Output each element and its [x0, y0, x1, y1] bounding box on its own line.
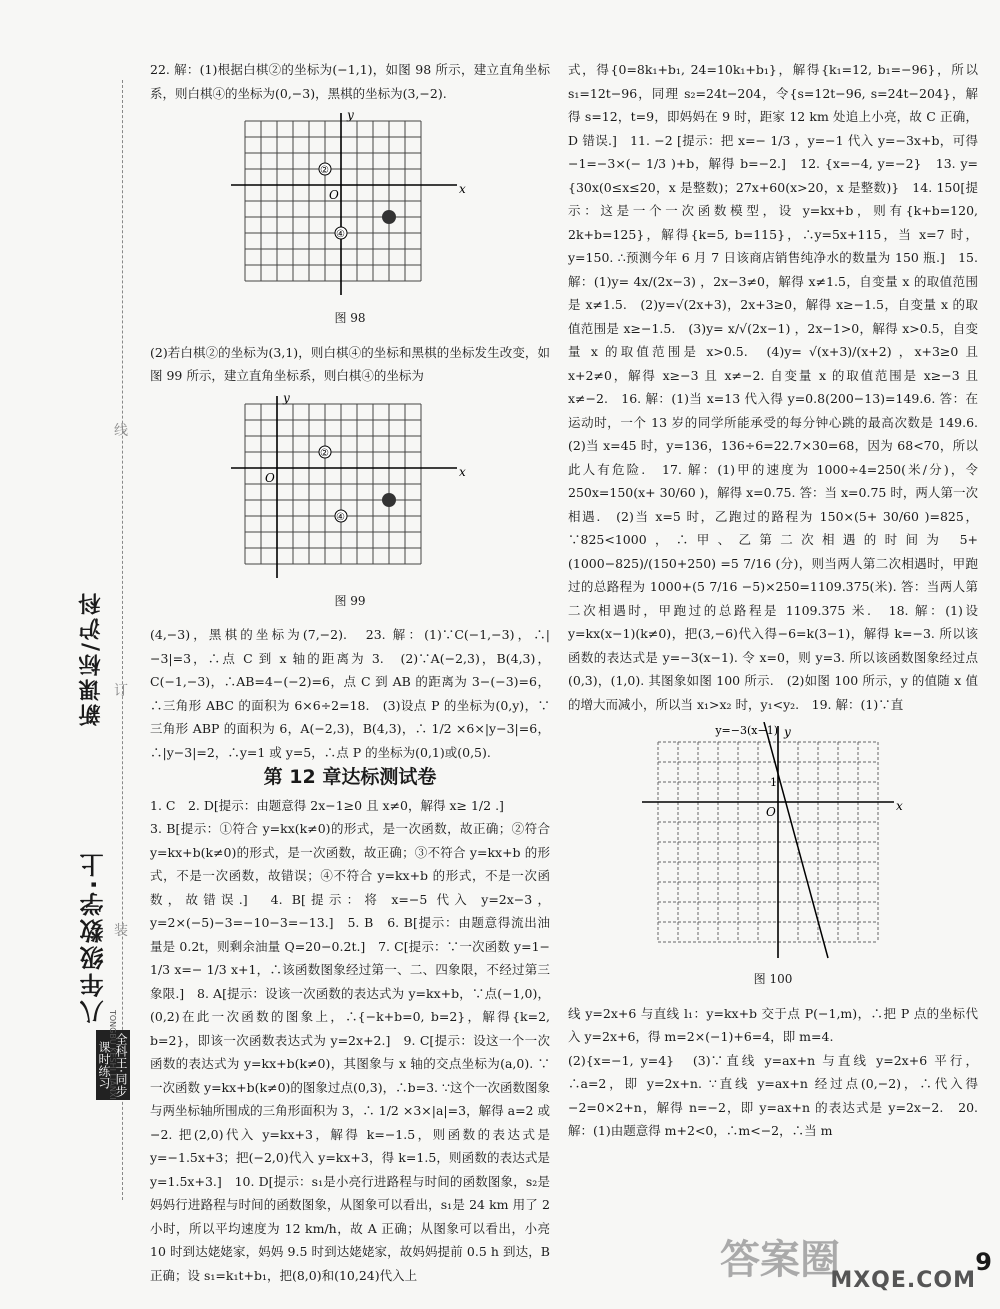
figure-99-caption: 图 99 — [334, 593, 366, 608]
figure-99 — [150, 394, 550, 614]
answers-19-20: (2){x=−1, y=4} (3)∵直线 y=ax+n 与直线 y=2x+6 平行，∴a=2，即 y=2x+n. ∵直线 y=ax+n 经过点(0,−2)，∴代入得−2=0×2+n，解得 n=−2，即 y=ax+n 的表达式是 y=2x−2. 20. 解：(1)由题意得 m+2<0，∴m<−2，∴当 m — [568, 1052, 982, 1138]
graph-figure-100 — [638, 722, 908, 962]
answer-22-part2: (2)若白棋②的坐标为(3,1)，则白棋④的坐标和黑棋的坐标发生改变，如图 99 所示，建立直角坐标系，则白棋④的坐标为 — [150, 344, 550, 383]
cut-mark-bind: 订 — [114, 683, 128, 699]
cut-mark-staple: 装 — [114, 923, 128, 939]
unit-label: 1 — [770, 776, 777, 789]
origin-label: O — [766, 805, 776, 819]
x-axis-label: x — [896, 799, 903, 813]
y-axis-label: y — [347, 111, 354, 122]
grade-label: 八年级数学·上 — [80, 850, 108, 1025]
page-number: 9 — [975, 1248, 992, 1276]
answer-19-part1: 线 y=2x+6 与直线 l₁：y=kx+b 交于点 P(−1,m)，∴把 P 点的坐标代入 y=2x+6，得 m=2×(−1)+6=4，即 m=4. — [568, 1005, 978, 1044]
white-piece-2-label: ② — [320, 165, 329, 176]
black-piece — [382, 210, 396, 224]
figure-100 — [568, 722, 978, 992]
figure-100-caption: 图 100 — [753, 972, 793, 986]
x-axis-label: x — [459, 464, 466, 479]
answer-22-23: (4,−3)，黑棋的坐标为(7,−2). 23. 解：(1)∵C(−1,−3)，∴|−3|=3，∴点 C 到 x 轴的距离为 3. (2)∵A(−2,3)，B(4,3)，C(−1,−3)，∴AB=4−(−2)=6，点 C 到 AB 的距离为 3−(−3)=6，∴三角形 ABC 的面积为 6×6÷2=18. (3)设点 P 的坐标为(0,y)，∵三角形 ABP 的面积为 6，A(−2,3)，B(4,3)，∴ 1/2 ×6×|y−3|=6，∴|y−3|=2，∴y=1 或 y=5，∴点 P 的坐标为(0,1)或(0,5). — [150, 627, 550, 760]
section-title: 第 12 章达标测试卷 — [263, 766, 437, 788]
y-axis-label: y — [283, 393, 290, 405]
right-column — [568, 58, 991, 1143]
x-axis-label: x — [459, 182, 466, 196]
grid-figure-99 — [225, 394, 475, 584]
answer-22-part1: 22. 解：(1)根据白棋②的坐标为(−1,1)，如图 98 所示，建立直角坐标系，则白棋④的坐标为(0,−3)，黑棋的坐标为(3,−2). — [150, 62, 550, 101]
origin-label: O — [329, 188, 339, 202]
course-label: 新课标/沪科 — [79, 590, 104, 727]
origin-label: O — [265, 470, 275, 485]
watermark-url: MXQE.COM — [830, 1268, 976, 1293]
watermark-cn: 答案圈 — [720, 1237, 840, 1283]
answers-3-10: 3. B[提示：①符合 y=kx(k≠0)的形式，是一次函数，故正确；②符合 y=kx+b(k≠0)的形式，是一次函数，故正确；③不符合 y=kx+b 的形式，不是一次函数，故错误；④不符合 y=kx+b 的形式，不是一次函数，故错误.] 4. B[提示：将 x=−5 代入 y=2x−3，y=2×(−5)−3=−10−3=−13.] 5. B 6. B[提示：由题意得流出油量是 0.2t，则剩余油量 Q=20−0.2t.] 7. C[提示：∵一次函数 y=1− 1/3 x=− 1/3 x+1，∴该函数图象经过第一、二、四象限，不经过第三象限.] 8. A[提示：设该一次函数的表达式为 y=kx+b，∵点(−1,0)，(0,2)在此一次函数的图象上，∴{−k+b=0, b=2}，解得{k=2, b=2}，即该一次函数表达式为 y=2x+2.] 9. C[提示：设这一个一次函数的表达式为 y=kx+b(k≠0)，其图象与 x 轴的交点坐标为(a,0). ∵一次函数 y=kx+b(k≠0)的图象过点(0,3)，∴b=3. ∵这个一次函数图象与两坐标轴所围成的三角形面积为 3，∴ 1/2 ×3×|a|=3，解得 a=2 或−2. 把(2,0)代入 y=kx+3，解得 k=−1.5，则函数的表达式是 y=−1.5x+3；把(−2,0)代入 y=kx+3，得 k=1.5，则函数的表达式是 y=1.5x+3.] 10. D[提示：s₁是小亮行进路程与时间的函数图象，s₂是妈妈行进路程与时间的函数图象，从图象可以看出，s₁是 24 km 用了 2 小时，所以平均速度为 12 km/h，故 A 正确；从图象可以看出，小亮 10 时到达姥姥家，妈妈 9.5 时到达姥姥家，故妈妈提前 0.5 h 到达，B 正确；设 s₁=k₁t+b₁，把(8,0)和(10,24)代入上 — [150, 821, 554, 1283]
white-piece-2-label: ② — [320, 447, 329, 459]
line-label: y=−3(x−1) — [715, 724, 778, 737]
answers-10-19: 式，得{0=8k₁+b₁, 24=10k₁+b₁}，解得{k₁=12, b₁=−96}，所以 s₁=12t−96，同理 s₂=24t−204，令{s=12t−96, s=24t−204}，解得 s=12，t=9，即妈妈在 9 时，距家 12 km 处追上小亮，故 C 正确，D 错误.] 11. −2 [提示：把 x=− 1/3 ，y=−1 代入 y=−3x+b，可得−1=−3×(− 1/3 )+b，解得 b=−2.] 12. {x=−4, y=−2} 13. y= {30x(0≤x≤20，x 是整数)；27x+60(x>20，x 是整数)} 14. 150[提示：这是一个一次函数模型，设 y=kx+b，则有{k+b=120, 2k+b=125}，解得{k=5, b=115}，∴y=5x+115，当 x=7 时，y=150. ∴预测今年 6 月 7 日该商店销售纯净水的数量为 150 瓶.] 15. 解：(1)y= 4x/(2x−3) ，2x−3≠0，解得 x≠1.5，自变量 x 的取值范围是 x≠1.5. (2)y=√(2x+3)，2x+3≥0，解得 x≥−1.5，自变量 x 的取值范围是 x≥−1.5. (3)y= x/√(2x−1) ，2x−1>0，解得 x>0.5，自变量 x 的取值范围是 x>0.5. (4)y= √(x+3)/(x+2) ，x+3≥0 且 x+2≠0，解得 x≥−3 且 x≠−2. 自变量 x 的取值范围是 x≥−3 且 x≠−2. 16. 解：(1)当 x=13 代入得 y=0.8(200−13)=149.6. 答：在运动时，一个 13 岁的同学所能承受的每分钟心跳的最高次数是 149.6. (2)当 x=45 时，y=136，136÷6=22.7×30=68，因为 68<70，所以此人有危险. 17. 解：(1)甲的速度为 1000÷4=250(米/分)，令 250x=150(x+ 30/60 )，解得 x=0.75. 答：当 x=0.75 时，两人第一次相遇. (2)当 x=5 时，乙跑过的路程为 150×(5+ 30/60 )=825，∵825<1000，∴甲、乙第二次相遇的时间为 5+ (1000−825)/(150+250) =5 7/16 (分)，则当两人第二次相遇时，甲跑过的总路程为 1000+(5 7/16 −5)×250=1109.375(米). 答：当两人第二次相遇时，甲跑过的总路程是 1109.375 米. 18. 解：(1)设 y=kx(x−1)(k≠0)，把(3,−6)代入得−6=k(3−1)，解得 k=−3. 所以该函数的表达式是 y=−3(x−1). 令 x=0，则 y=3. 所以该函数图象经过点(0,3)，(1,0). 其图象如图 100 所示. (2)如图 100 所示，y 的值随 x 值的增大而减小，所以当 x₁>x₂ 时，y₁<y₂. 19. 解：(1)∵直 — [568, 62, 991, 712]
black-piece — [382, 493, 396, 507]
brand-badge: 全科王·同步课时练习 — [96, 1030, 130, 1100]
figure-98 — [150, 111, 550, 331]
figure-98-caption: 图 98 — [334, 311, 366, 325]
grid-figure-98 — [225, 111, 475, 301]
white-piece-4-label: ④ — [336, 511, 345, 523]
answers-1-2: 1. C 2. D[提示：由题意得 2x−1≥0 且 x≠0，解得 x≥ 1/2 .] — [150, 797, 504, 813]
left-column — [150, 58, 554, 1287]
brand-pinyin: TONGBU KESHI LIANXI — [108, 1010, 117, 1100]
cut-mark-line: 线 — [114, 423, 128, 439]
white-piece-4-label: ④ — [336, 229, 345, 240]
y-axis-label: y — [784, 725, 791, 739]
